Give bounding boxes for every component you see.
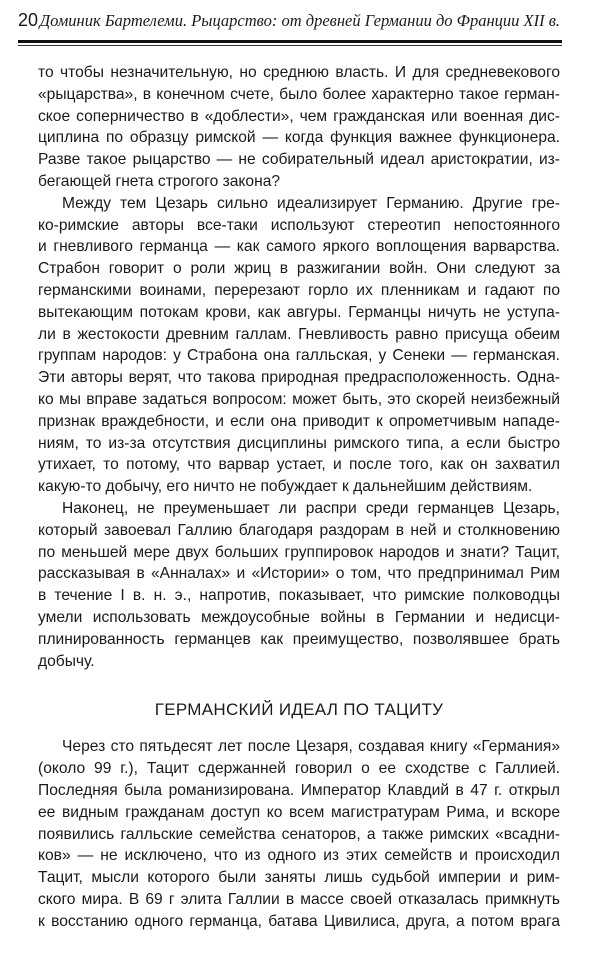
text-line: ли в жестокости древним галлам. Гневливость равно присуща обеим	[38, 325, 560, 343]
text-line: бегающей гнета строгого закона?	[38, 172, 281, 190]
header-rule-thin	[18, 45, 562, 46]
page-header	[18, 8, 560, 34]
paragraph	[38, 736, 560, 932]
text-line: ков» — не исключено, что из одного из этих семейств и происходил	[38, 847, 560, 865]
page-number: 20	[18, 10, 39, 30]
text-line: появились галльские семейства сенаторов, а также римских «всадни-	[38, 825, 560, 843]
text-line: Через сто пятьдесят лет после Цезаря, создавая книгу «Германия»	[62, 738, 560, 756]
text-line: германскими воинами, перерезают горло их пленникам и гадают по	[38, 281, 560, 299]
paragraph	[38, 193, 560, 498]
text-line: «рыцарства», в конечном счете, было более характерно такое герман-	[38, 85, 560, 103]
text-line: ко мы вправе задаться вопросом: может быть, это скорей неизбежный	[38, 390, 560, 408]
text-after-heading	[38, 736, 560, 932]
text-line: циплина по образцу римской — когда функция важнее функционера.	[38, 129, 560, 147]
text-line: ского мира. В 69 г элита Галлии в массе своей отказалась примкнуть	[38, 890, 560, 908]
text-line: то чтобы незначительную, но среднюю власть. И для средневекового	[38, 64, 560, 81]
section-heading: ГЕРМАНСКИЙ ИДЕАЛ ПО ТАЦИТУ	[154, 700, 444, 720]
text-line: плинированность германцев как преимущество, позволявшее брать	[38, 630, 560, 648]
text-line: умели использовать междоусобные войны в Германии и недисци-	[38, 608, 560, 626]
text-line: признак враждебности, и если она приводит к опрометчивым нападе-	[38, 412, 560, 430]
text-line: который завоевал Галлию благодаря раздорам в ней и столкновению	[38, 521, 560, 539]
text-line: какую-то добычу, его ничто не побуждает к дальнейшим действиям.	[38, 478, 533, 496]
text-line: ее видным гражданам доступ ко всем магистратурам Рима, и вскоре	[38, 803, 560, 821]
text-line: Разве такое рыцарство — не собирательный идеал аристократии, из-	[38, 151, 560, 169]
text-before-heading	[38, 62, 560, 672]
text-line: в течение I в. н. э., напротив, показывает, что римские полководцы	[38, 587, 560, 605]
text-line: Эти авторы верят, что такова природная предрасположенность. Одна-	[38, 369, 560, 387]
text-line: добычу.	[38, 652, 95, 670]
page-body	[38, 62, 560, 932]
running-title: Доминик Бартелеми. Рыцарство: от древней Германии до Франции XII в.	[39, 11, 560, 30]
text-line: Страбон говорит о роли жриц в разжигании войн. Они следуют за	[38, 260, 560, 278]
text-line: Наконец, не преуменьшает ли распри среди германцев Цезарь,	[62, 499, 560, 517]
text-line: Тацит, мысли которого были заняты лишь судьбой империи и рим-	[38, 869, 560, 887]
text-line: утихает, то потому, что варвар устает, и после того, как он захватил	[38, 456, 560, 474]
text-line: по меньшей мере двух больших группировок народов и знати? Тацит,	[38, 543, 560, 561]
text-line: ское соперничество в «доблести», чем гражданская или военная дис-	[38, 107, 560, 125]
text-line: вытекающим потокам крови, как авгуры. Германцы ничуть не уступа-	[38, 303, 560, 321]
text-line: к восстанию одного германца, батава Цивилиса, друга, а потом врага	[38, 912, 560, 930]
text-line: группам народов: у Страбона она галльская, у Сенеки — германская.	[38, 347, 560, 365]
text-line: Последняя была романизирована. Император Клавдий в 47 г. открыл	[38, 781, 560, 799]
text-line: Между тем Цезарь сильно идеализирует Германию. Другие гре-	[62, 194, 560, 212]
header-rule-thick	[18, 40, 562, 43]
text-line: ниям, то из-за отсутствия дисциплины римского типа, а если быстро	[38, 434, 560, 452]
paragraph	[38, 62, 560, 193]
text-line: рассказывая в «Анналах» и «Истории» о том, что предпринимал Рим	[38, 565, 560, 583]
text-line: и гневливого германца — как самого яркого воплощения варварства.	[38, 238, 560, 256]
text-line: ко-римские авторы все-таки используют стереотип непостоянного	[38, 216, 560, 234]
text-line: (около 99 г.), Тацит сдержанней говорил о ее сходстве с Галлией.	[38, 760, 560, 778]
paragraph	[38, 498, 560, 672]
